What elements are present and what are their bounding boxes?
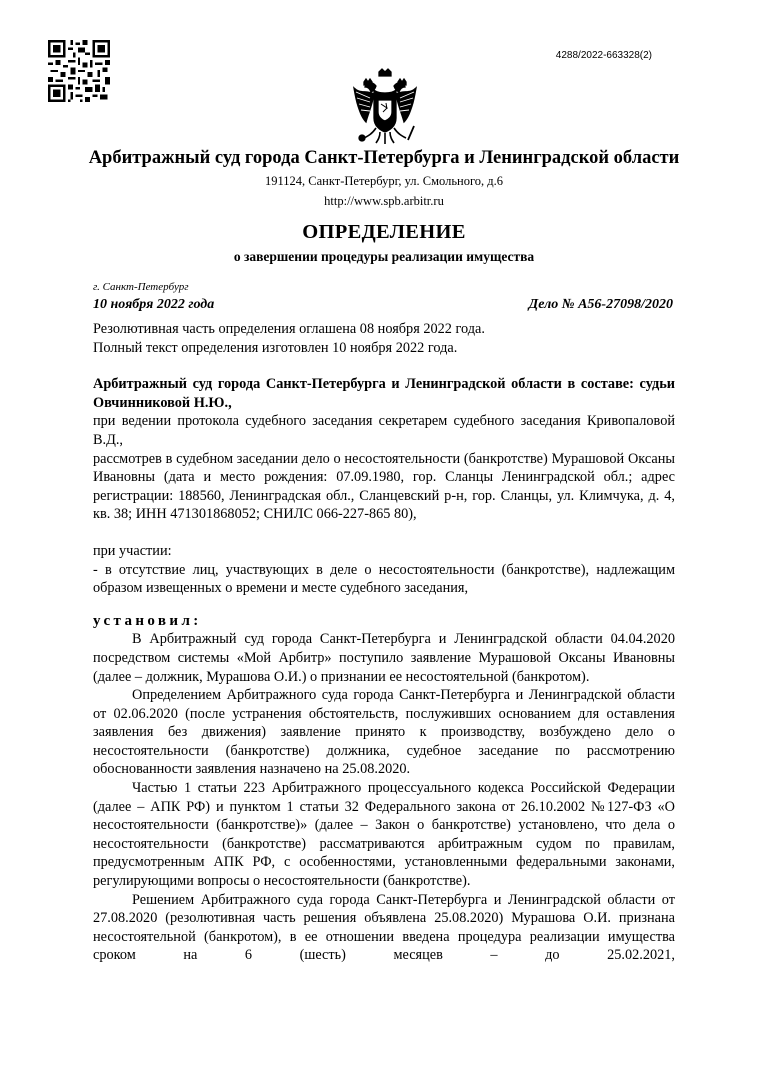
case-number: Дело № А56-27098/2020 (528, 297, 673, 312)
document-body (93, 320, 675, 965)
established-heading: установил: (93, 612, 202, 629)
participation-label: при участии: (93, 542, 172, 559)
absence-paragraph: - в отсутствие лиц, участвующих в деле о несостоятельности (банкротстве), надлежащим образом извещенных о времени и месте судебного заседания, (93, 561, 675, 597)
paragraph-1: В Арбитражный суд города Санкт-Петербурга и Ленинградской области 04.04.2020 посредством системы «Мой Арбитр» поступило заявление Мурашовой Оксаны Ивановны (далее – должник, Мурашова О.И.) о признании ее несостоятельной (банкротом). (93, 631, 675, 685)
document-title: ОПРЕДЕЛЕНИЕ (302, 221, 466, 243)
document-number: 4288/2022-663328(2) (555, 50, 652, 61)
court-address: 191124, Санкт-Петербург, ул. Смольного, д.6 (264, 174, 504, 188)
secretary-paragraph: при ведении протокола судебного заседания секретарем судебного заседания Кривопаловой В.Д., (93, 413, 675, 448)
document-date: 10 ноября 2022 года (93, 297, 215, 312)
city: г. Санкт-Петербург (93, 281, 189, 293)
paragraph-2: Определением Арбитражного суда города Санкт-Петербурга и Ленинградской области от 02.06.2020 (после устранения обстоятельств, послуживших основанием для оставления заявления без движения) заявление принято к производству, возбуждено дело о несостоятельности (банкротстве) должника, судебное заседание по рассмотрению обоснованности заявления назначено на 25.08.2020. (93, 687, 675, 778)
court-composition: Арбитражный суд города Санкт-Петербурга и Ленинградской области в составе: судьи Овчинниковой Н.Ю., (93, 376, 675, 411)
court-name: Арбитражный суд города Санкт-Петербурга и Ленинградской области (88, 148, 680, 168)
considered-paragraph: рассмотрев в судебном заседании дело о несостоятельности (банкротстве) Мурашовой Оксаны Ивановны (дата и место рождения: 07.09.1980, гор. Сланцы Ленинградской обл.; адрес регистрации: 188560, Ленинградская обл., Сланцевский р-н, гор. Сланцы, ул. Климчука, д. 4, кв. 38; ИНН 471301868052; СНИЛС 066-227-865 80), (93, 450, 675, 523)
russian-coat-of-arms-icon (350, 68, 420, 146)
paragraph-4: Решением Арбитражного суда города Санкт-Петербурга и Ленинградской области от 27.08.2020 (резолютивная часть решения объявлена 25.08.2020) Мурашова О.И. признана несостоятельной (банкротом), в ее отношении введена процедура реализации имущества сроком на 6 (шесть) месяцев – до 25.02.2021, (93, 891, 675, 964)
announcement-line: Резолютивная часть определения оглашена 08 ноября 2022 года. (93, 321, 485, 337)
document-subtitle: о завершении процедуры реализации имущества (233, 249, 535, 264)
court-website: http://www.spb.arbitr.ru (324, 194, 444, 208)
qr-code-icon (48, 40, 110, 102)
paragraph-3: Частью 1 статьи 223 Арбитражного процессуального кодекса Российской Федерации (далее – АПК РФ) и пунктом 1 статьи 32 Федерального закона от 26.10.2002 №127-ФЗ «О несостоятельности (банкротстве)» (далее – Закон о банкротстве) установлено, что дела о несостоятельности (банкротстве) рассматриваются арбитражным судом по правилам, предусмотренным АПК РФ, с особенностями, установленными федеральными законами, регулирующими вопросы о несостоятельности (банкротстве). (93, 780, 675, 890)
full-text-line: Полный текст определения изготовлен 10 ноября 2022 года. (93, 339, 458, 356)
